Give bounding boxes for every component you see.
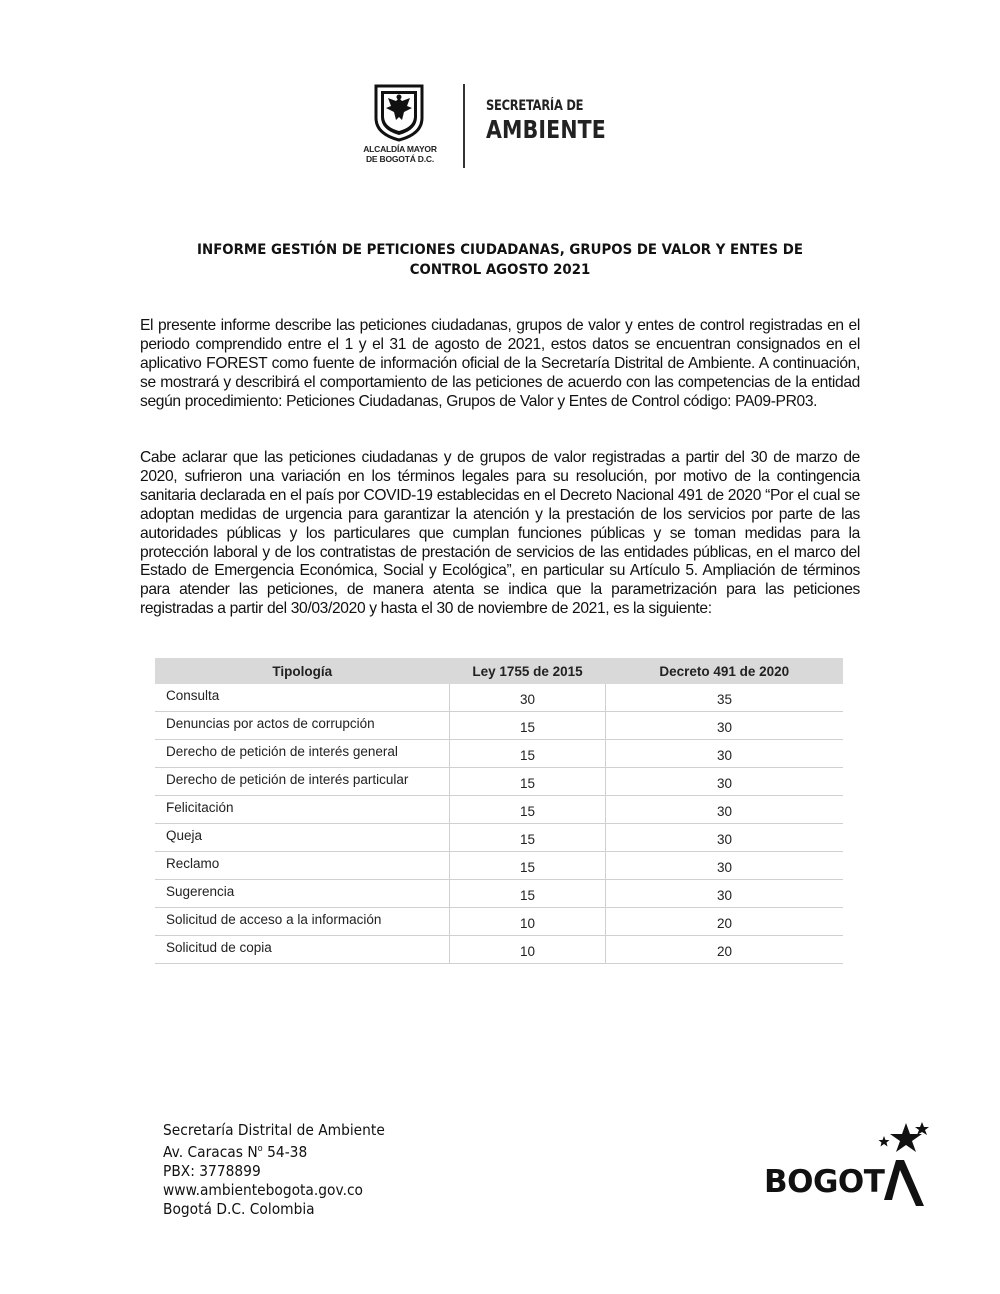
table-row (155, 712, 843, 740)
footer-org: Secretaría Distrital de Ambiente (163, 1121, 385, 1139)
header-tipologia: Tipología (155, 658, 450, 684)
secretaria-label: SECRETARÍA DE (486, 98, 584, 114)
cell-ley: 30 (450, 684, 606, 712)
coat-of-arms-icon (374, 84, 424, 142)
cell-tipologia: Derecho de petición de interés particular (155, 768, 450, 796)
cell-tipologia: Sugerencia (155, 880, 450, 908)
cell-tipologia: Queja (155, 824, 450, 852)
paragraph-clarification: Cabe aclarar que las peticiones ciudadanas y de grupos de valor registradas a partir del 30 de marzo de 2020, sufrieron una variación en los términos legales para su resolución, por motivo de la contingencia sanitaria declarada en el país por COVID-19 establecidas en el Decreto Nacional 491 de 2020 “Por el cual se adoptan medidas de urgencia para garantizar la atención y la prestación de los servicios por parte de las autoridades públicas y los particulares que cumplan funciones públicas y se toman medidas para la protección laboral y de los contratistas de prestación de servicios de las entidades públicas, en el marco del Estado de Emergencia Económica, Social y Ecológica”, en particular su Artículo 5. Ampliación de términos para atender las peticiones, de manera atenta se indica que la parametrización para las peticiones registradas a partir del 30/03/2020 y hasta el 30 de noviembre de 2021, es la siguiente: (140, 449, 860, 618)
alcaldia-caption (355, 144, 445, 164)
cell-tipologia: Derecho de petición de interés general (155, 740, 450, 768)
header-decreto-491: Decreto 491 de 2020 (606, 658, 844, 684)
cell-tipologia: Solicitud de acceso a la información (155, 908, 450, 936)
header-logos (355, 82, 655, 172)
bogota-logo-text: BOGOT (764, 1164, 885, 1200)
title-line2: CONTROL AGOSTO 2021 (409, 262, 591, 278)
cell-ley: 15 (450, 768, 606, 796)
footer-website-link[interactable]: www.ambientebogota.gov.co (163, 1181, 363, 1199)
bogota-logo (762, 1120, 932, 1210)
cell-tipologia: Consulta (155, 684, 450, 712)
cell-decreto: 30 (606, 768, 844, 796)
cell-ley: 10 (450, 936, 606, 964)
terms-table (155, 658, 843, 964)
logo-divider (463, 84, 465, 168)
cell-decreto: 30 (606, 712, 844, 740)
footer-contact (163, 1121, 385, 1219)
table-row (155, 796, 843, 824)
cell-decreto: 35 (606, 684, 844, 712)
cell-decreto: 30 (606, 852, 844, 880)
paragraph-intro: El presente informe describe las peticiones ciudadanas, grupos de valor y entes de control registradas en el periodo comprendido entre el 1 y el 31 de agosto de 2021, estos datos se encuentran consignados en el aplicativo FOREST como fuente de información oficial de la Secretaría Distrital de Ambiente. A continuación, se mostrará y describirá el comportamiento de las peticiones de acuerdo con las competencias de la entidad según procedimiento: Peticiones Ciudadanas, Grupos de Valor y Entes de Control código: PA09-PR03. (140, 317, 860, 410)
header-ley-1755: Ley 1755 de 2015 (450, 658, 606, 684)
cell-tipologia: Felicitación (155, 796, 450, 824)
cell-ley: 15 (450, 740, 606, 768)
table-row (155, 880, 843, 908)
cell-decreto: 30 (606, 740, 844, 768)
cell-ley: 15 (450, 796, 606, 824)
table-row (155, 908, 843, 936)
cell-decreto: 20 (606, 936, 844, 964)
alcaldia-caption-line1: ALCALDÍA MAYOR (363, 144, 437, 154)
table-row (155, 824, 843, 852)
cell-ley: 15 (450, 880, 606, 908)
cell-tipologia: Solicitud de copia (155, 936, 450, 964)
alcaldia-caption-line2: DE BOGOTÁ D.C. (365, 154, 435, 164)
footer-address: Av. Caracas $N^o$ 54-38 (163, 1143, 308, 1161)
table-row (155, 852, 843, 880)
cell-decreto: 30 (606, 824, 844, 852)
cell-ley: 15 (450, 852, 606, 880)
title-line1: INFORME GESTIÓN DE PETICIONES CIUDADANAS, GRUPOS DE VALOR Y ENTES DE (197, 242, 803, 258)
table-row (155, 684, 843, 712)
ambiente-label: AMBIENTE (486, 115, 606, 144)
cell-ley: 10 (450, 908, 606, 936)
table-row (155, 740, 843, 768)
cell-tipologia: Reclamo (155, 852, 450, 880)
cell-ley: 15 (450, 712, 606, 740)
table-header-row (155, 658, 843, 684)
cell-decreto: 30 (606, 796, 844, 824)
bogota-star-a-icon (870, 1120, 932, 1210)
cell-decreto: 30 (606, 880, 844, 908)
document-title (178, 240, 822, 280)
footer-city: Bogotá D.C. Colombia (163, 1200, 315, 1218)
table-row (155, 768, 843, 796)
cell-decreto: 20 (606, 908, 844, 936)
footer-phone: PBX: 3778899 (163, 1162, 261, 1180)
cell-tipologia: Denuncias por actos de corrupción (155, 712, 450, 740)
cell-ley: 15 (450, 824, 606, 852)
table-row (155, 936, 843, 964)
